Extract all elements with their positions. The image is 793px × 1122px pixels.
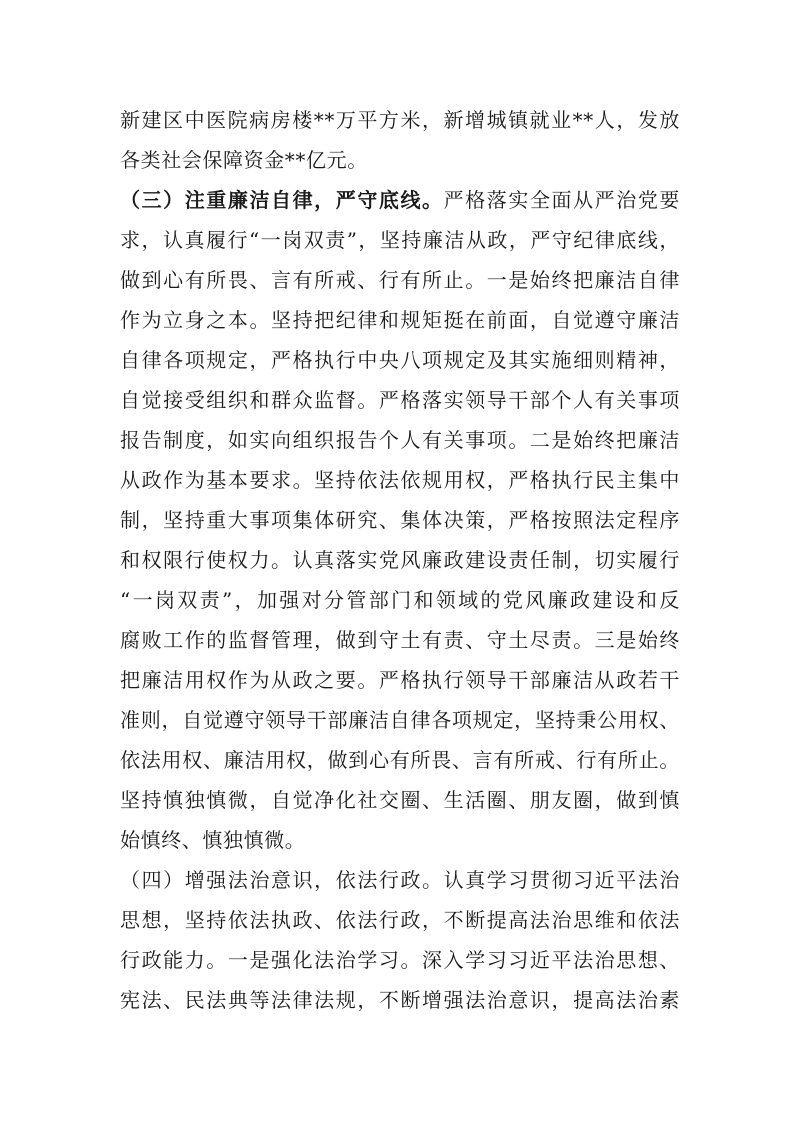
text-segment: 思想，坚持依法执政、依法行政，不断提高法治思维和依法 (120, 908, 680, 932)
text-segment: （四）增强法治意识，依法行政。认真学习贯彻习近平法治 (120, 868, 680, 892)
text-line (120, 824, 680, 856)
section-heading-line (120, 864, 680, 896)
text-line (120, 104, 680, 136)
text-line (120, 624, 680, 656)
text-segment: 严格落实全面从严治党要 (443, 188, 680, 212)
text-segment: 自律各项规定，严格执行中央八项规定及其实施细则精神， (120, 348, 680, 372)
text-line (120, 224, 680, 256)
text-segment: 腐败工作的监督管理，做到守土有责、守土尽责。三是始终 (120, 628, 680, 652)
text-segment: 做到心有所畏、言有所戒、行有所止。一是始终把廉洁自律 (120, 268, 680, 292)
text-line (120, 464, 680, 496)
text-line (120, 664, 680, 696)
text-segment: 和权限行使权力。认真落实党风廉政建设责任制，切实履行 (120, 548, 680, 572)
text-line (120, 944, 680, 976)
text-segment: 依法用权、廉洁用权，做到心有所畏、言有所戒、行有所止。 (120, 748, 680, 772)
text-line (120, 704, 680, 736)
text-segment: 各类社会保障资金**亿元。 (120, 148, 368, 172)
text-line (120, 544, 680, 576)
text-segment: 新建区中医院病房楼**万平方米，新增城镇就业**人，发放 (120, 108, 680, 132)
text-line (120, 384, 680, 416)
text-line (120, 504, 680, 536)
text-line (120, 344, 680, 376)
text-segment: 报告制度，如实向组织报告个人有关事项。二是始终把廉洁 (120, 428, 680, 452)
text-segment: 宪法、民法典等法律法规，不断增强法治意识，提高法治素 (120, 988, 680, 1012)
text-segment: 求，认真履行“一岗双责”，坚持廉洁从政，严守纪律底线， (120, 228, 680, 252)
text-segment: 把廉洁用权作为从政之要。严格执行领导干部廉洁从政若干 (120, 668, 680, 692)
text-line (120, 584, 680, 616)
text-segment: 坚持慎独慎微，自觉净化社交圈、生活圈、朋友圈，做到慎 (120, 788, 680, 812)
text-line (120, 784, 680, 816)
text-segment: 行政能力。一是强化法治学习。深入学习习近平法治思想、 (120, 948, 680, 972)
text-segment: 自觉接受组织和群众监督。严格落实领导干部个人有关事项 (120, 388, 680, 412)
text-line (120, 984, 680, 1016)
text-line (120, 424, 680, 456)
text-segment: 从政作为基本要求。坚持依法依规用权，严格执行民主集中 (120, 468, 680, 492)
text-segment: 准则，自觉遵守领导干部廉洁自律各项规定，坚持秉公用权、 (120, 708, 680, 732)
text-segment: 作为立身之本。坚持把纪律和规矩挺在前面，自觉遵守廉洁 (120, 308, 680, 332)
text-line (120, 744, 680, 776)
text-segment: “一岗双责”，加强对分管部门和领域的党风廉政建设和反 (120, 588, 680, 612)
text-line (120, 264, 680, 296)
text-line (120, 144, 680, 176)
text-line (120, 304, 680, 336)
section-heading: （三）注重廉洁自律，严守底线。 (120, 188, 444, 212)
text-line (120, 904, 680, 936)
text-segment: 制，坚持重大事项集体研究、集体决策，严格按照法定程序 (120, 508, 680, 532)
section-heading-line (120, 184, 680, 216)
text-segment: 始慎终、慎独慎微。 (120, 828, 306, 852)
